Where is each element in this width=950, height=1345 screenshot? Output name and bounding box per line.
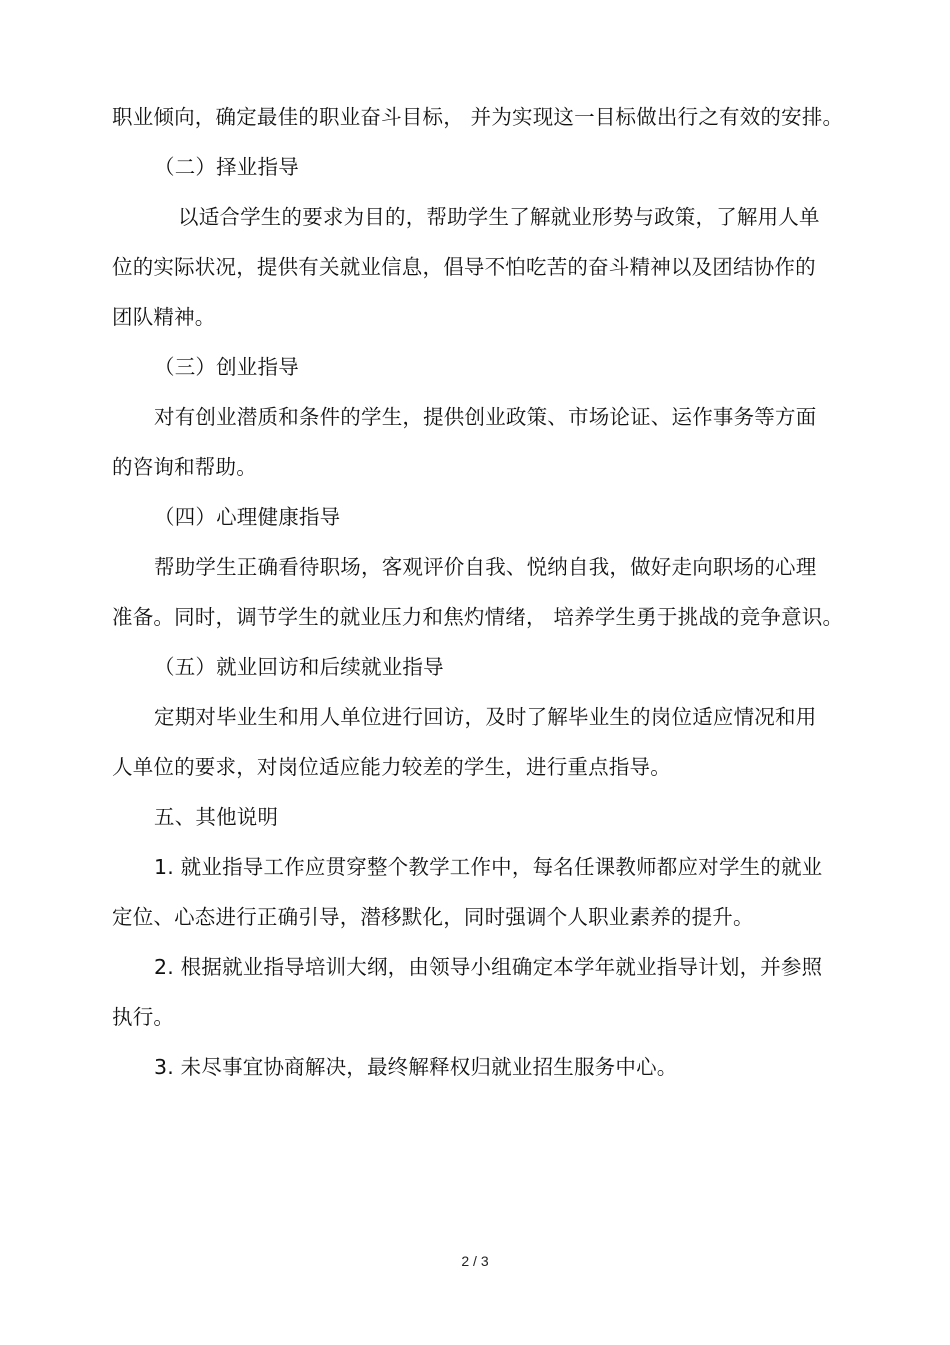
paragraph-line: 的咨询和帮助。 <box>112 455 257 479</box>
paragraph-line: 团队精神。 <box>112 305 216 329</box>
list-item-line: 定位、心态进行正确引导，潜移默化，同时强调个人职业素养的提升。 <box>112 905 754 929</box>
paragraph-line: 位的实际状况，提供有关就业信息，倡导不怕吃苦的奋斗精神以及团结协作的 <box>112 255 816 279</box>
page-number: 2 / 3 <box>461 1253 489 1269</box>
section-heading: （三）创业指导 <box>154 355 299 379</box>
paragraph-line: 定期对毕业生和用人单位进行回访，及时了解毕业生的岗位适应情况和用 <box>154 705 817 729</box>
paragraph-line: 以适合学生的要求为目的，帮助学生了解就业形势与政策，了解用人单 <box>178 205 820 229</box>
paragraph-line: 准备。同时，调节学生的就业压力和焦灼情绪， 培养学生勇于挑战的竞争意识。 <box>112 605 844 629</box>
section-heading: （二）择业指导 <box>154 155 299 179</box>
list-item-line: 1. 就业指导工作应贯穿整个教学工作中，每名任课教师都应对学生的就业 <box>154 855 823 879</box>
list-item-line: 执行。 <box>112 1005 175 1029</box>
paragraph-line: 人单位的要求，对岗位适应能力较差的学生，进行重点指导。 <box>112 755 671 779</box>
section-heading: 五、其他说明 <box>154 805 279 829</box>
list-item-line: 3. 未尽事宜协商解决，最终解释权归就业招生服务中心。 <box>154 1055 678 1079</box>
section-heading: （五）就业回访和后续就业指导 <box>154 655 444 679</box>
list-item-line: 2. 根据就业指导培训大纲，由领导小组确定本学年就业指导计划，并参照 <box>154 955 823 979</box>
paragraph-line: 对有创业潜质和条件的学生，提供创业政策、市场论证、运作事务等方面 <box>154 405 817 429</box>
paragraph-line: 职业倾向，确定最佳的职业奋斗目标， 并为实现这一目标做出行之有效的安排。 <box>112 105 844 129</box>
section-heading: （四）心理健康指导 <box>154 505 341 529</box>
paragraph-line: 帮助学生正确看待职场，客观评价自我、悦纳自我，做好走向职场的心理 <box>154 555 817 579</box>
